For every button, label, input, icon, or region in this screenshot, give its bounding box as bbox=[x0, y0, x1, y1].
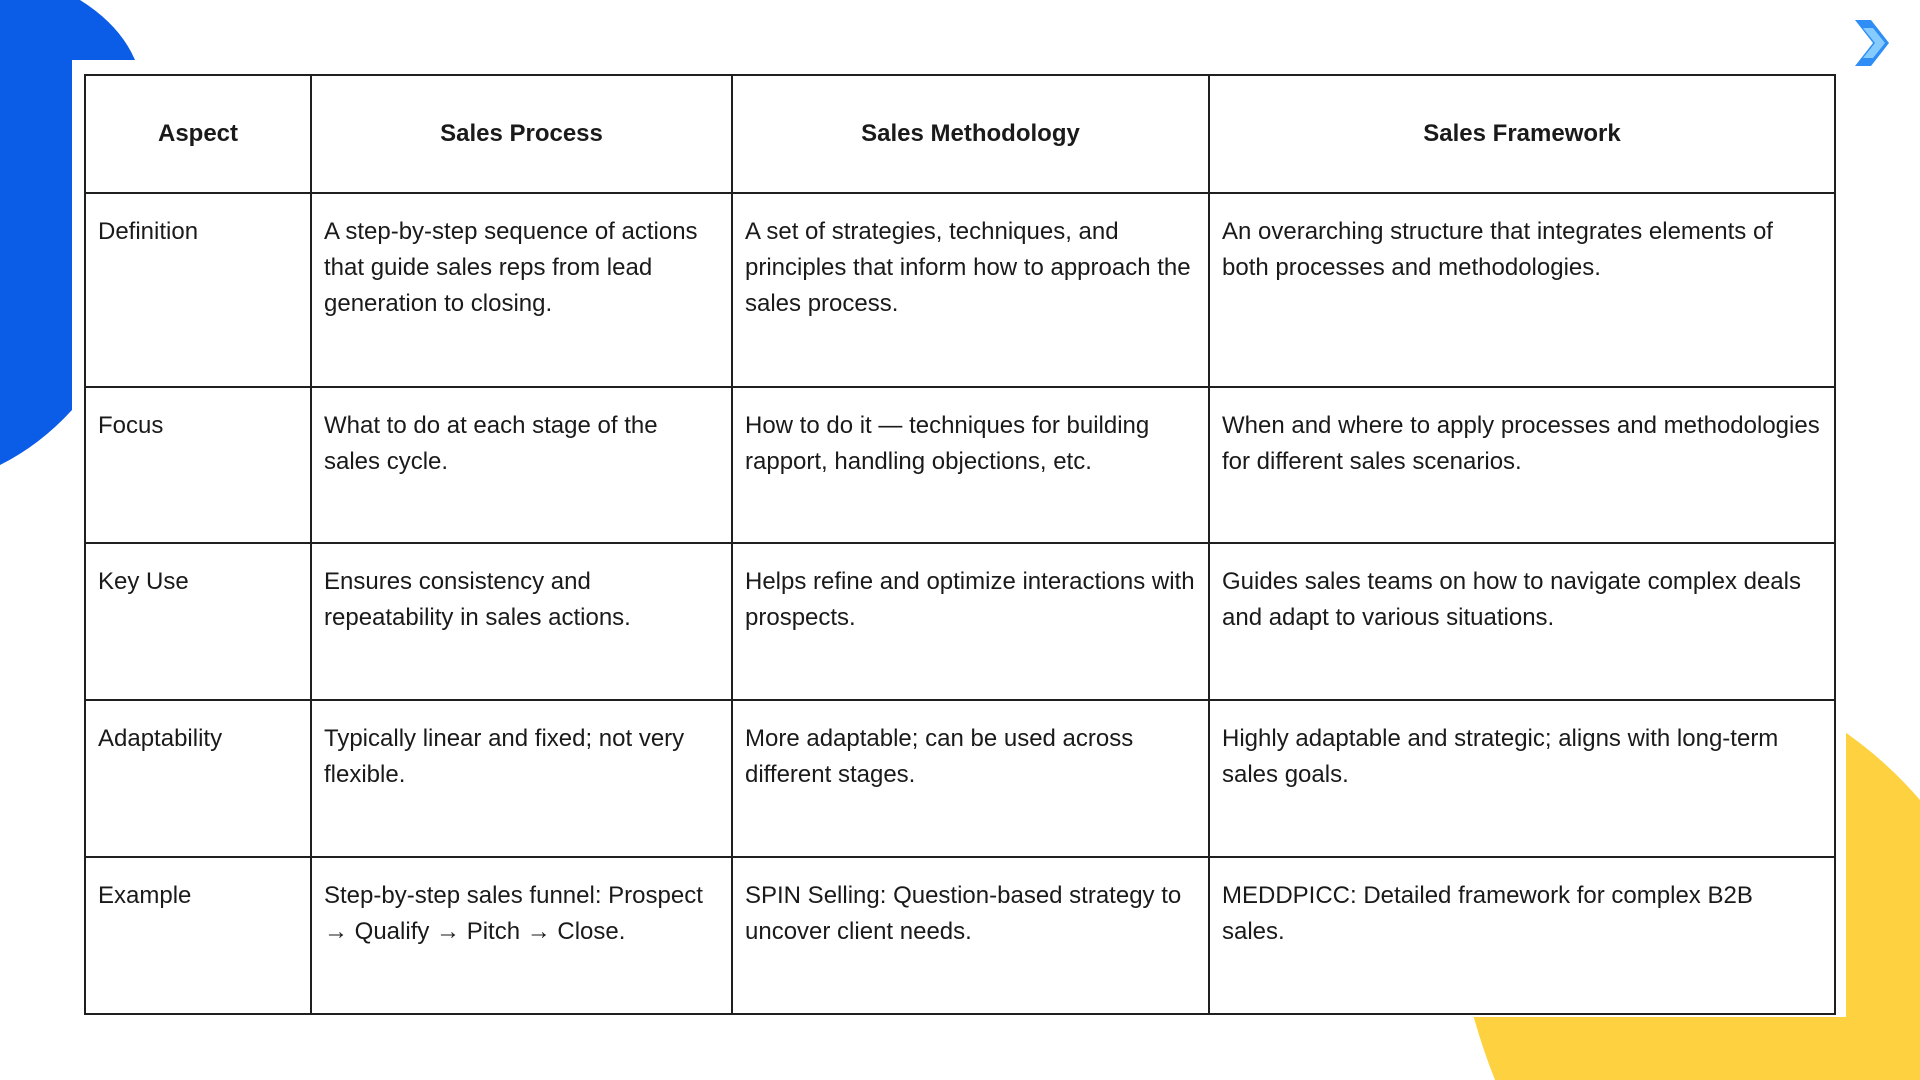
cell-framework: When and where to apply processes and methodologies for different sales scenarios. bbox=[1209, 387, 1835, 543]
cell-framework: An overarching structure that integrates elements of both processes and methodologies. bbox=[1209, 193, 1835, 387]
cell-process: Typically linear and fixed; not very flexible. bbox=[311, 700, 732, 857]
cell-framework: Highly adaptable and strategic; aligns with long-term sales goals. bbox=[1209, 700, 1835, 857]
cell-aspect: Definition bbox=[85, 193, 311, 387]
cell-methodology: More adaptable; can be used across different stages. bbox=[732, 700, 1209, 857]
cell-aspect: Focus bbox=[85, 387, 311, 543]
cell-process: Step-by-step sales funnel: Prospect → Qualify → Pitch → Close. bbox=[311, 857, 732, 1014]
header-sales-framework: Sales Framework bbox=[1209, 75, 1835, 193]
table-row bbox=[85, 543, 1835, 700]
cell-framework: Guides sales teams on how to navigate complex deals and adapt to various situations. bbox=[1209, 543, 1835, 700]
cell-aspect: Key Use bbox=[85, 543, 311, 700]
table-row bbox=[85, 857, 1835, 1014]
table-row bbox=[85, 387, 1835, 543]
table-header-row bbox=[85, 75, 1835, 193]
header-sales-process: Sales Process bbox=[311, 75, 732, 193]
comparison-table bbox=[84, 74, 1836, 1015]
cell-framework: MEDDPICC: Detailed framework for complex B2B sales. bbox=[1209, 857, 1835, 1014]
cell-aspect: Example bbox=[85, 857, 311, 1014]
brand-logo-icon bbox=[1849, 18, 1895, 68]
header-aspect: Aspect bbox=[85, 75, 311, 193]
table-row bbox=[85, 193, 1835, 387]
cell-process: A step-by-step sequence of actions that guide sales reps from lead generation to closing. bbox=[311, 193, 732, 387]
table-row bbox=[85, 700, 1835, 857]
cell-methodology: A set of strategies, techniques, and principles that inform how to approach the sales process. bbox=[732, 193, 1209, 387]
header-sales-methodology: Sales Methodology bbox=[732, 75, 1209, 193]
cell-methodology: How to do it — techniques for building rapport, handling objections, etc. bbox=[732, 387, 1209, 543]
cell-process: Ensures consistency and repeatability in sales actions. bbox=[311, 543, 732, 700]
cell-methodology: SPIN Selling: Question-based strategy to uncover client needs. bbox=[732, 857, 1209, 1014]
cell-process: What to do at each stage of the sales cycle. bbox=[311, 387, 732, 543]
cell-methodology: Helps refine and optimize interactions with prospects. bbox=[732, 543, 1209, 700]
cell-aspect: Adaptability bbox=[85, 700, 311, 857]
